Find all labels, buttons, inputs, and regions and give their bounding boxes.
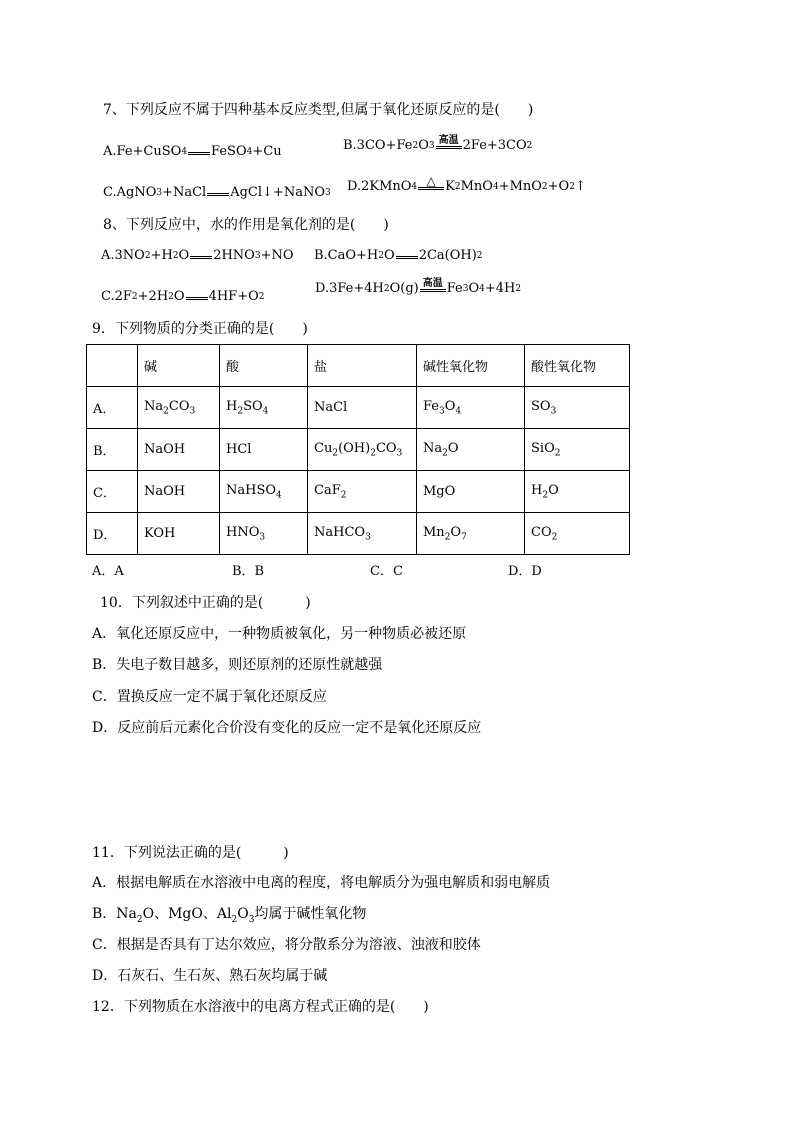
table-header-cell: 碱性氧化物	[417, 345, 525, 387]
salt-cell	[308, 429, 417, 471]
row-label-cell: C．	[87, 471, 138, 513]
q11-b-text4: 均属于碱性氧化物	[254, 906, 367, 922]
formula-subscript: 3	[439, 406, 445, 417]
q11-b-sub2: 2	[231, 914, 238, 925]
q11-option-d[interactable]: D．石灰石、生石灰、熟石灰均属于碱	[92, 968, 328, 984]
formula-text: O	[444, 398, 456, 414]
table-row	[87, 429, 630, 471]
equals-sign	[207, 193, 229, 196]
q7-c-text3: AgCl↓+NaNO	[230, 185, 325, 200]
table-header-cell	[87, 345, 138, 387]
condition-label: 高温	[438, 135, 459, 146]
formula-text: KOH	[144, 526, 176, 541]
row-label-cell: D．	[87, 513, 138, 555]
formula-text: Cu	[314, 440, 333, 456]
q10-option-a[interactable]: A．氧化还原反应中，一种物质被氧化，另一种物质必被还原	[92, 626, 467, 642]
base-cell	[138, 471, 220, 513]
q7-d-sub5: 2	[569, 182, 575, 192]
q7-d-text6: ↑	[574, 179, 586, 194]
formula-subscript: 2	[332, 448, 339, 459]
q8-b-sub: 2	[378, 251, 385, 261]
q8-d-text3: Fe	[446, 281, 463, 296]
acidic-oxide-cell	[525, 471, 630, 513]
formula-subscript: 3	[365, 532, 371, 543]
q8-a-text5: +NO	[260, 248, 294, 263]
q8-a-sub3: 3	[254, 251, 261, 261]
acidic-oxide-cell	[525, 387, 630, 429]
formula-subscript: 2	[551, 532, 558, 543]
q7-option-c[interactable]	[103, 184, 331, 202]
q7-d-text: D.2KMnO	[347, 179, 412, 194]
equals-sign	[190, 256, 212, 259]
q7-c-text: C.AgNO	[103, 185, 157, 200]
base-cell	[138, 429, 220, 471]
formula-subscript: 2	[340, 490, 347, 501]
equals-sign	[420, 289, 446, 292]
q8-b-text3: 2Ca(OH)	[418, 248, 477, 263]
formula-text: CO	[375, 440, 397, 456]
classification-table	[86, 344, 630, 555]
q8-c-text3: O	[173, 289, 185, 304]
salt-cell	[308, 471, 417, 513]
table-header-cell: 酸	[220, 345, 308, 387]
table-row	[87, 387, 630, 429]
formula-text: CO	[531, 524, 552, 540]
q7-d-sub: 4	[411, 182, 418, 192]
equals-sign	[436, 146, 462, 149]
formula-text: MgO	[423, 484, 456, 499]
formula-text: (OH)	[338, 440, 371, 456]
equals-sign	[188, 152, 210, 155]
equals-sign	[396, 256, 418, 259]
formula-subscript: 2	[542, 490, 549, 501]
q9-stem: 9．下列物质的分类正确的是( )	[92, 321, 308, 337]
formula-text: CO	[168, 398, 190, 414]
formula-subscript: 2	[554, 448, 561, 459]
q7-d-sub3: 4	[492, 182, 499, 192]
q11-b-sub3: 3	[248, 914, 255, 925]
q8-b-sub2: 2	[476, 251, 483, 261]
formula-text: Na	[144, 398, 164, 414]
formula-text: O	[447, 440, 459, 456]
acid-cell	[220, 513, 308, 555]
formula-text: H	[531, 482, 543, 498]
q7-a-text3: +Cu	[252, 144, 282, 159]
formula-text: NaHCO	[314, 524, 366, 540]
q7-option-d[interactable]	[347, 175, 586, 196]
q11-option-a[interactable]: A．根据电解质在水溶液中电离的程度，将电解质分为强电解质和弱电解质	[92, 875, 551, 891]
q8-b-text: B.CaO+H	[314, 248, 379, 263]
q8-c-sub2: 2	[168, 292, 174, 302]
q10-stem: 10．下列叙述中正确的是( )	[100, 595, 311, 611]
q9-option-c[interactable]: C．C	[370, 564, 403, 579]
q7-a-text: A.Fe+CuSO	[103, 144, 182, 159]
q8-a-text3: O	[178, 248, 190, 263]
q11-b-text2: O、MgO、Al	[142, 906, 232, 922]
q8-option-b[interactable]	[314, 247, 483, 265]
q8-d-text: D.3Fe+4H	[315, 281, 384, 296]
formula-subscript: 7	[461, 532, 467, 543]
q8-d-text5: +4H	[484, 281, 516, 296]
q9-option-b[interactable]: B．B	[232, 564, 265, 579]
q7-d-text2: K	[445, 179, 455, 194]
reaction-condition	[420, 279, 446, 298]
q8-d-sub: 2	[383, 284, 390, 294]
q7-c-sub: 3	[156, 188, 163, 198]
q10-option-d[interactable]: D．反应前后元素化合价没有变化的反应一定不是氧化还原反应	[92, 720, 482, 736]
q8-a-sub2: 2	[172, 251, 179, 261]
table-row	[87, 513, 630, 555]
q8-c-sub3: 2	[258, 292, 265, 302]
basic-oxide-cell	[417, 387, 525, 429]
q7-option-b[interactable]	[343, 136, 532, 155]
formula-subscript: 3	[550, 406, 557, 417]
acidic-oxide-cell	[525, 429, 630, 471]
q8-d-sub3: 4	[479, 284, 485, 294]
table-header-cell: 碱	[138, 345, 220, 387]
q7-d-text5: +O	[547, 179, 570, 194]
q8-a-text: A.3NO	[101, 248, 145, 263]
formula-text: Fe	[423, 398, 440, 414]
q7-b-sub: 2	[412, 141, 419, 151]
formula-text: Mn	[423, 524, 445, 540]
q11-b-text: B．Na	[92, 906, 137, 922]
q7-stem: 7、下列反应不属于四种基本反应类型,但属于氧化还原反应的是( )	[103, 102, 534, 118]
acidic-oxide-cell	[525, 513, 630, 555]
formula-text: SiO	[531, 440, 555, 456]
q12-stem: 12．下列物质在水溶液中的电离方程式正确的是( )	[92, 999, 429, 1015]
q8-c-text2: +2H	[137, 289, 169, 304]
formula-text: NaCl	[314, 400, 348, 415]
salt-cell	[308, 387, 417, 429]
formula-text: SO	[531, 398, 551, 414]
q8-b-text2: O	[384, 248, 395, 263]
q8-a-text4: 2HNO	[213, 248, 255, 263]
q8-d-text2: O(g)	[389, 281, 419, 296]
q8-d-sub2: 3	[462, 284, 469, 294]
table-header-row	[87, 345, 630, 387]
equals-sign	[186, 297, 208, 300]
row-label-cell: B．	[87, 429, 138, 471]
base-cell	[138, 387, 220, 429]
q10-option-c[interactable]: C．置换反应一定不属于氧化还原反应	[92, 689, 327, 705]
q8-d-sub4: 2	[515, 284, 522, 294]
table-header-cell: 盐	[308, 345, 417, 387]
q11-option-c[interactable]: C．根据是否具有丁达尔效应，将分散系分为溶液、浊液和胶体	[92, 937, 481, 953]
formula-text: HNO	[226, 524, 260, 540]
formula-text: CaF	[314, 482, 341, 498]
formula-text: NaOH	[144, 442, 186, 457]
q7-d-text4: +MnO	[498, 179, 542, 194]
formula-subscript: 3	[259, 532, 266, 543]
acid-cell	[220, 471, 308, 513]
q8-c-text4: 4HF+O	[208, 289, 259, 304]
q8-a-sub: 2	[144, 251, 151, 261]
q7-d-sub4: 2	[541, 182, 548, 192]
q11-b-sub: 2	[136, 914, 143, 925]
q7-b-sub3: 2	[526, 141, 533, 151]
formula-text: O	[450, 524, 462, 540]
q7-b-text: B.3CO+Fe	[343, 138, 413, 153]
q9-option-a[interactable]: A．A	[92, 564, 124, 579]
reaction-condition	[418, 175, 444, 196]
formula-subscript: 4	[276, 490, 282, 501]
formula-subscript: 2	[444, 532, 451, 543]
q7-b-text2: O	[418, 138, 429, 153]
q11-option-b[interactable]	[92, 905, 366, 929]
q7-a-sub2: 4	[246, 147, 253, 157]
basic-oxide-cell	[417, 513, 525, 555]
q8-stem: 8、下列反应中，水的作用是氧化剂的是( )	[103, 217, 389, 233]
q8-c-text: C.2F	[101, 289, 132, 304]
formula-text: HCl	[226, 442, 252, 457]
q9-option-d[interactable]: D．D	[508, 564, 542, 579]
formula-subscript: 2	[237, 406, 244, 417]
formula-text: NaOH	[144, 484, 186, 499]
q7-d-text3: MnO	[460, 179, 493, 194]
basic-oxide-cell	[417, 429, 525, 471]
formula-subscript: 3	[189, 406, 196, 417]
q11-stem: 11．下列说法正确的是( )	[92, 845, 289, 861]
row-label-cell: A．	[87, 387, 138, 429]
q8-option-d[interactable]	[315, 279, 521, 298]
q7-c-text2: +NaCl	[162, 185, 207, 200]
q7-option-a[interactable]	[103, 143, 282, 161]
q7-d-sub2: 2	[454, 182, 461, 192]
formula-subscript: 4	[262, 406, 269, 417]
acid-cell	[220, 429, 308, 471]
q7-b-sub2: 3	[428, 141, 435, 151]
formula-text: SO	[243, 398, 263, 414]
q8-c-sub: 2	[131, 292, 138, 302]
formula-text: O	[548, 482, 559, 498]
q7-b-text3: 2Fe+3CO	[462, 138, 527, 153]
formula-subscript: 2	[163, 406, 169, 417]
formula-subscript: 2	[442, 448, 448, 459]
formula-text: H	[226, 398, 238, 414]
formula-subscript: 4	[455, 406, 462, 417]
basic-oxide-cell	[417, 471, 525, 513]
q7-a-text2: FeSO	[211, 144, 247, 159]
q8-option-a[interactable]	[101, 247, 294, 265]
q8-option-c[interactable]	[101, 288, 265, 306]
q11-b-text3: O	[237, 906, 249, 922]
base-cell	[138, 513, 220, 555]
formula-subscript: 2	[370, 448, 376, 459]
q8-d-text4: O	[468, 281, 480, 296]
q10-option-b[interactable]: B．失电子数目越多，则还原剂的还原性就越强	[92, 657, 383, 673]
q8-a-text2: +H	[150, 248, 173, 263]
formula-text: NaHSO	[226, 482, 277, 498]
condition-label: 高温	[422, 278, 443, 289]
table-row	[87, 471, 630, 513]
acid-cell	[220, 387, 308, 429]
q7-c-sub2: 3	[324, 188, 331, 198]
q7-a-sub: 4	[181, 147, 188, 157]
equals-sign	[418, 187, 444, 190]
heat-triangle-icon: △	[426, 174, 436, 188]
formula-text: Na	[423, 440, 443, 456]
formula-subscript: 3	[396, 448, 403, 459]
reaction-condition	[436, 136, 462, 155]
salt-cell	[308, 513, 417, 555]
table-header-cell: 酸性氧化物	[525, 345, 630, 387]
